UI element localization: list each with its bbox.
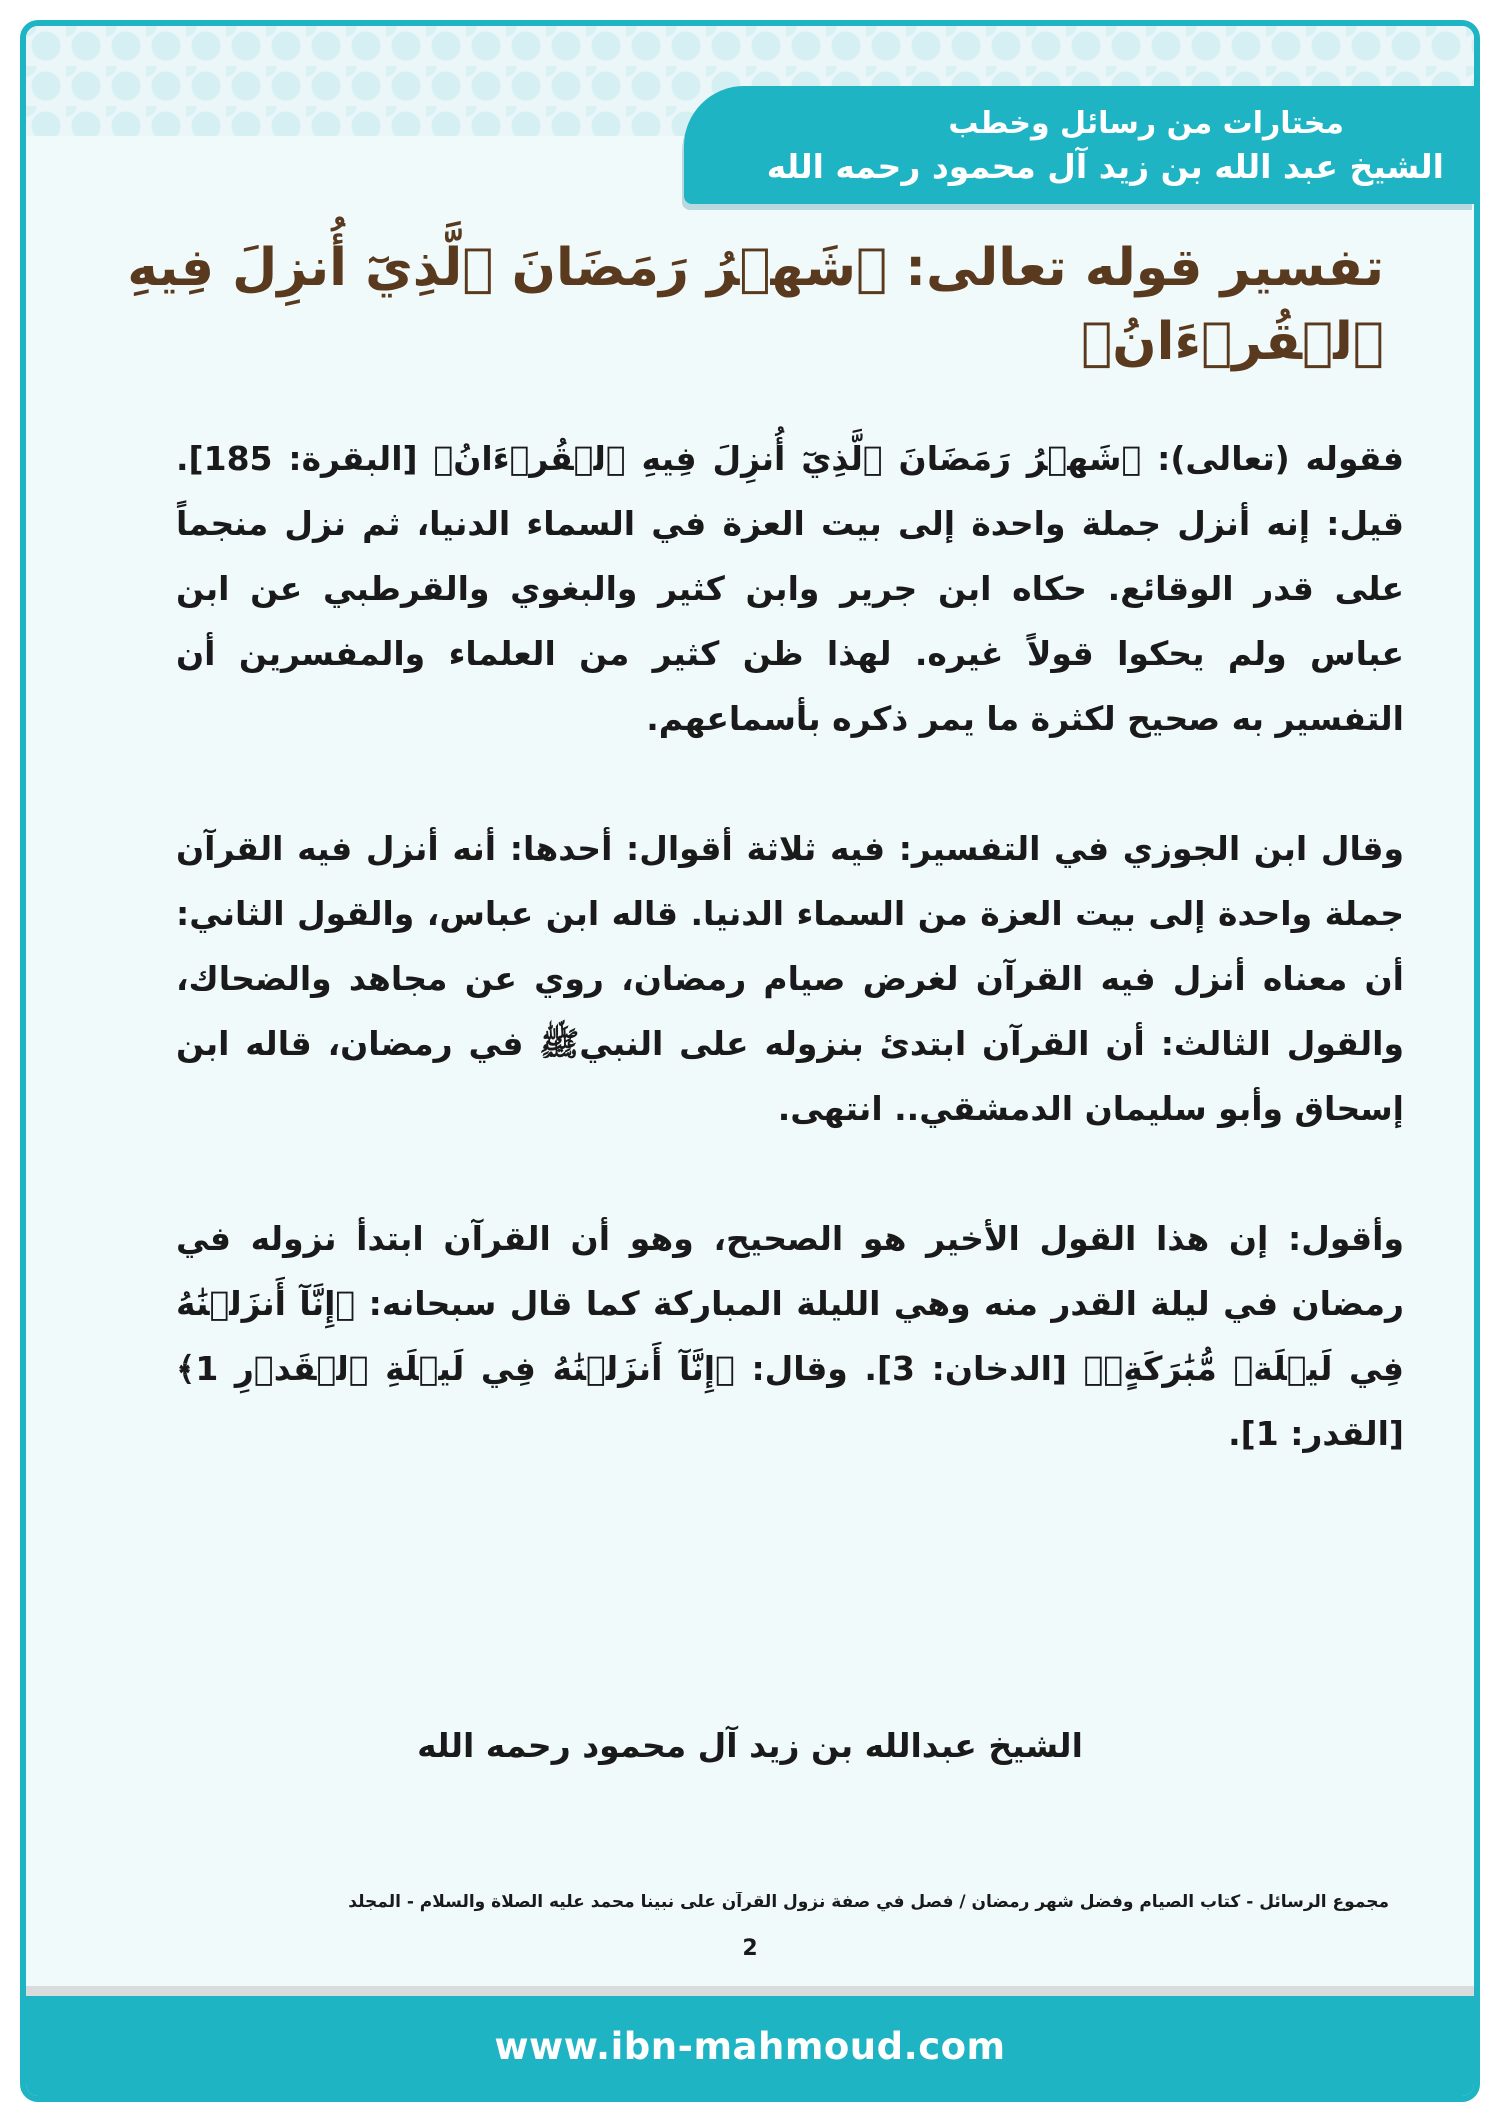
article-body (176, 426, 1404, 1531)
paragraph-1: فقوله (تعالى): ﴿شَهۡرُ رَمَضَانَ ٱلَّذِيٓ أُنزِلَ فِيهِ ٱلۡقُرۡءَانُ﴾ [البقرة: 185]. قيل: إنه أنزل جملة واحدة إلى بيت العزة في السماء الدنيا، ثم نزل منجماً على قدر الوقائع. حكاه ابن جرير وابن كثير والبغوي والقرطبي عن ابن عباس ولم يحكوا قولاً غيره. لهذا ظن كثير من العلماء والمفسرين أن التفسير به صحيح لكثرة ما يمر ذكره بأسماعهم. (176, 439, 1404, 738)
page-number: 2 (742, 1936, 758, 1961)
signature: الشيخ عبدالله بن زيد آل محمود رحمه الله (417, 1726, 1083, 1765)
header-series-title: مختارات من رسائل وخطب (948, 106, 1344, 141)
paragraph-3: وأقول: إن هذا القول الأخير هو الصحيح، وهو أن القرآن ابتدأ نزوله في رمضان في ليلة القدر منه وهي الليلة المباركة كما قال سبحانه: ﴿إِنَّآ أَنزَلۡنَٰهُ فِي لَيۡلَةٖ مُّبَٰرَكَةٍۚ﴾ [الدخان: 3]. وقال: ﴿إِنَّآ أَنزَلۡنَٰهُ فِي لَيۡلَةِ ٱلۡقَدۡرِ 1﴾ [القدر: 1]. (176, 1219, 1404, 1453)
header-author: الشيخ عبد الله بن زيد آل محمود رحمه الله (766, 147, 1444, 186)
paragraph-2: وقال ابن الجوزي في التفسير: فيه ثلاثة أقوال: أحدها: أنه أنزل فيه القرآن جملة واحدة إلى بيت العزة من السماء الدنيا. قاله ابن عباس، والقول الثاني: أن معناه أنزل فيه القرآن لغرض صيام رمضان، روي عن مجاهد والضحاك، والقول الثالث: أن القرآن ابتدئ بنزوله على النبيﷺ في رمضان، قاله ابن إسحاق وأبو سليمان الدمشقي.. انتهى. (176, 829, 1404, 1128)
website-link[interactable]: www.ibn-mahmoud.com (494, 2024, 1006, 2068)
page-frame (20, 20, 1480, 2102)
header-banner (684, 86, 1474, 204)
footer-bar (26, 1996, 1474, 2096)
footer-divider (26, 1986, 1474, 1996)
source-citation: مجموع الرسائل - كتاب الصيام وفضل شهر رمضان / فصل في صفة نزول القرآن على نبينا محمد عليه الصلاة والسلام - المجلد (348, 1892, 1389, 1912)
article-title: تفسير قوله تعالى: ﴿شَهۡرُ رَمَضَانَ ٱلَّذِيٓ أُنزِلَ فِيهِ ٱلۡقُرۡءَانُ﴾ (127, 238, 1384, 372)
